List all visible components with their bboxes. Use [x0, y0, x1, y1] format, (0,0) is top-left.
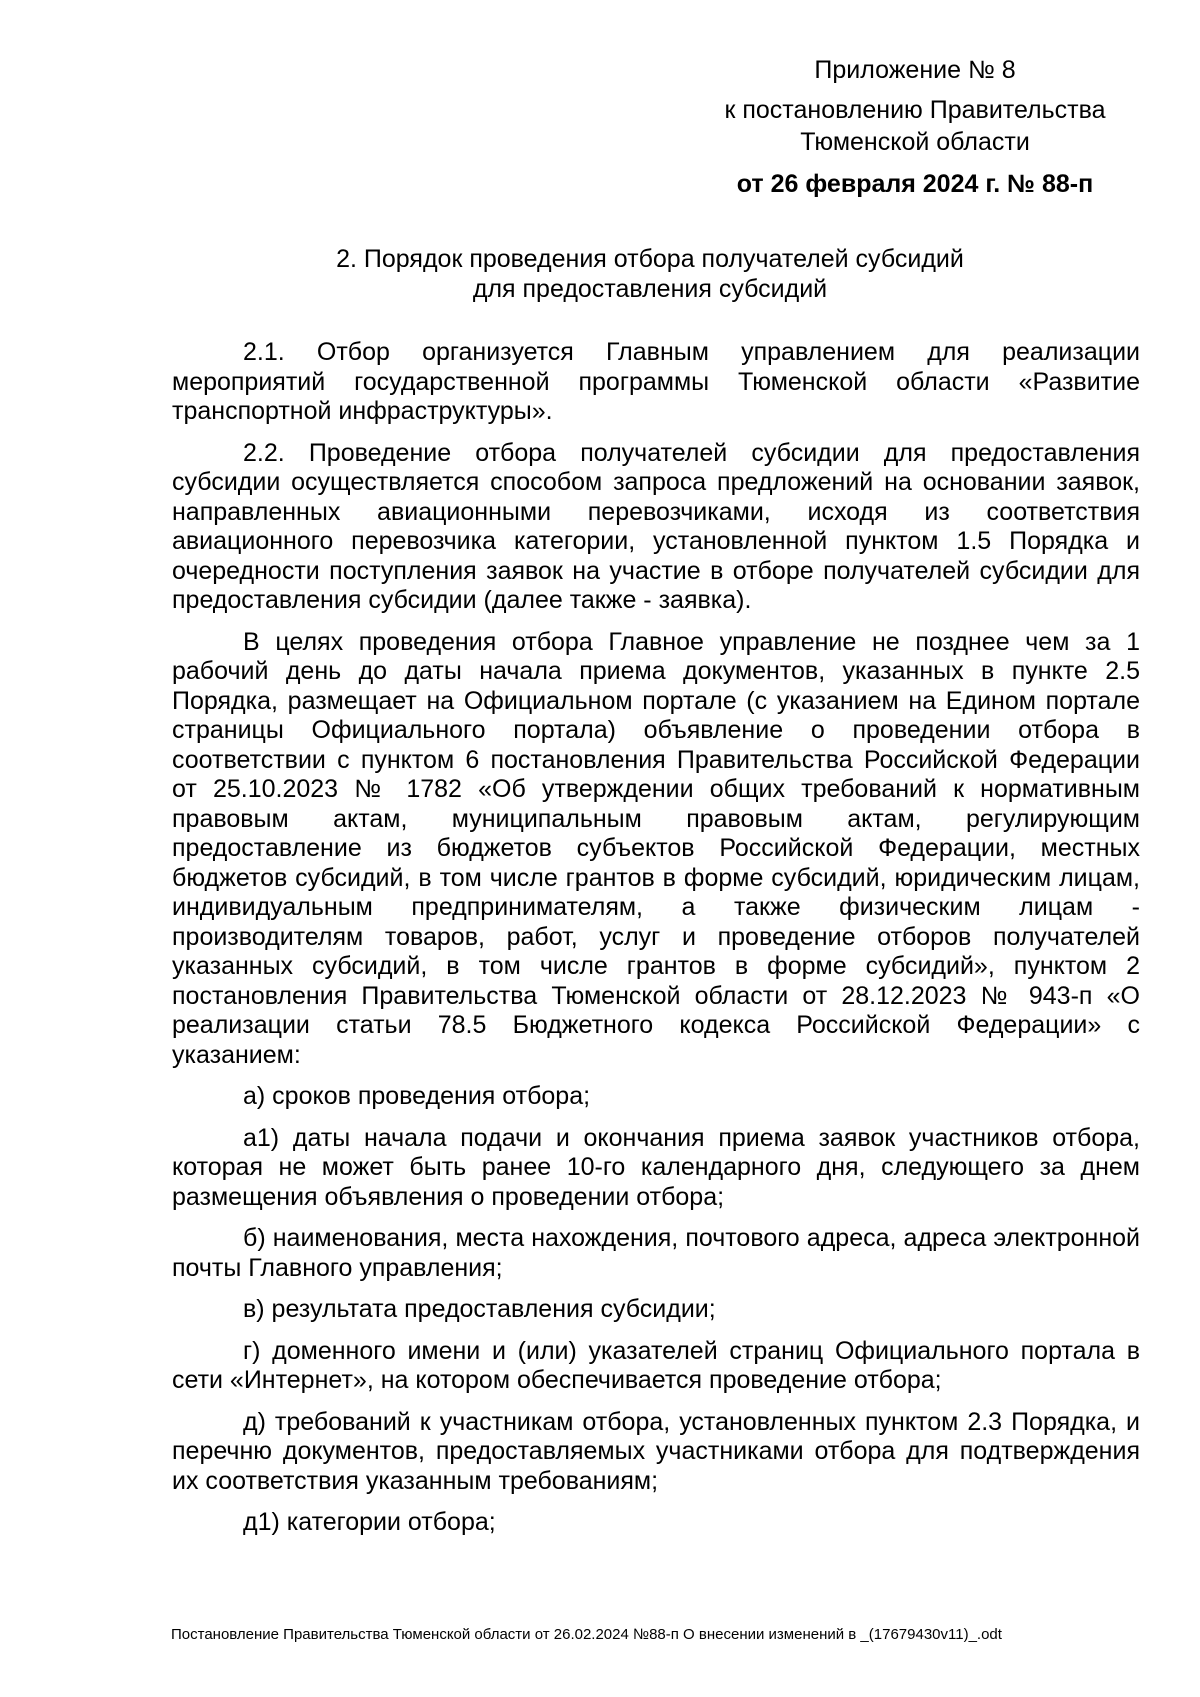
list-item-b: б) наименования, места нахождения, почтового адреса, адреса электронной почты Главного управления;	[172, 1224, 1140, 1282]
page-footer: Постановление Правительства Тюменской области от 26.02.2024 №88-п О внесении изменений в _(17679430v11)_.odt	[171, 1626, 1002, 1643]
appendix-number: Приложение № 8	[814, 56, 1016, 84]
document-body	[172, 338, 1140, 1550]
appendix-reference-line2: Тюменской области	[800, 128, 1030, 156]
appendix-header	[700, 54, 1130, 200]
list-item-d: д) требований к участникам отбора, установленных пунктом 2.3 Порядка, и перечню документов, предоставляемых участниками отбора для подтверждения их соответствия указанным требованиям;	[172, 1407, 1140, 1495]
list-item-g: г) доменного имени и (или) указателей страниц Официального портала в сети «Интернет», на котором обеспечивается проведение отбора;	[172, 1336, 1140, 1394]
paragraph-announcement: В целях проведения отбора Главное управление не позднее чем за 1 рабочий день до даты начала приема документов, указанных в пункте 2.5 Порядка, размещает на Официальном портале (с указанием на Едином портале страницы Официального портала) объявление о проведении отбора в соответствии с пунктом 6 постановления Правительства Российской Федерации от 25.10.2023 № 1782 «Об утверждении общих требований к нормативным правовым актам, муниципальным правовым актам, регулирующим предоставление из бюджетов субъектов Российской Федерации, местных бюджетов субсидий, в том числе грантов в форме субсидий, юридическим лицам, индивидуальным предпринимателям, а также физическим лицам - производителям товаров, работ, услуг и проведение отборов получателей указанных субсидий, в том числе грантов в форме субсидий», пунктом 2 постановления Правительства Тюменской области от 28.12.2023 № 943-п «О реализации статьи 78.5 Бюджетного кодекса Российской Федерации» с указанием:	[172, 627, 1140, 1069]
paragraph-2-2: 2.2. Проведение отбора получателей субсидии для предоставления субсидии осуществляется способом запроса предложений на основании заявок, направленных авиационными перевозчиками, исходя из соответствия авиационного перевозчика категории, установленной пунктом 1.5 Порядка и очередности поступления заявок на участие в отборе получателей субсидии для предоставления субсидии (далее также - заявка).	[172, 438, 1140, 614]
list-item-a1: а1) даты начала подачи и окончания приема заявок участников отбора, которая не может быть ранее 10-го календарного дня, следующего за днем размещения объявления о проведении отбора;	[172, 1123, 1140, 1211]
appendix-date-number: от 26 февраля 2024 г. № 88-п	[736, 170, 1094, 198]
section-title	[170, 244, 1130, 304]
appendix-reference-line1: к постановлению Правительства	[724, 96, 1106, 124]
list-item-d1: д1) категории отбора;	[243, 1508, 496, 1536]
paragraph-2-1: 2.1. Отбор организуется Главным управлением для реализации мероприятий государственной программы Тюменской области «Развитие транспортной инфраструктуры».	[172, 338, 1140, 425]
section-title-line1: 2. Порядок проведения отбора получателей субсидий	[336, 245, 964, 273]
section-title-line2: для предоставления субсидий	[472, 275, 828, 303]
list-item-v: в) результата предоставления субсидии;	[243, 1295, 716, 1323]
list-item-a: а) сроков проведения отбора;	[243, 1082, 591, 1110]
